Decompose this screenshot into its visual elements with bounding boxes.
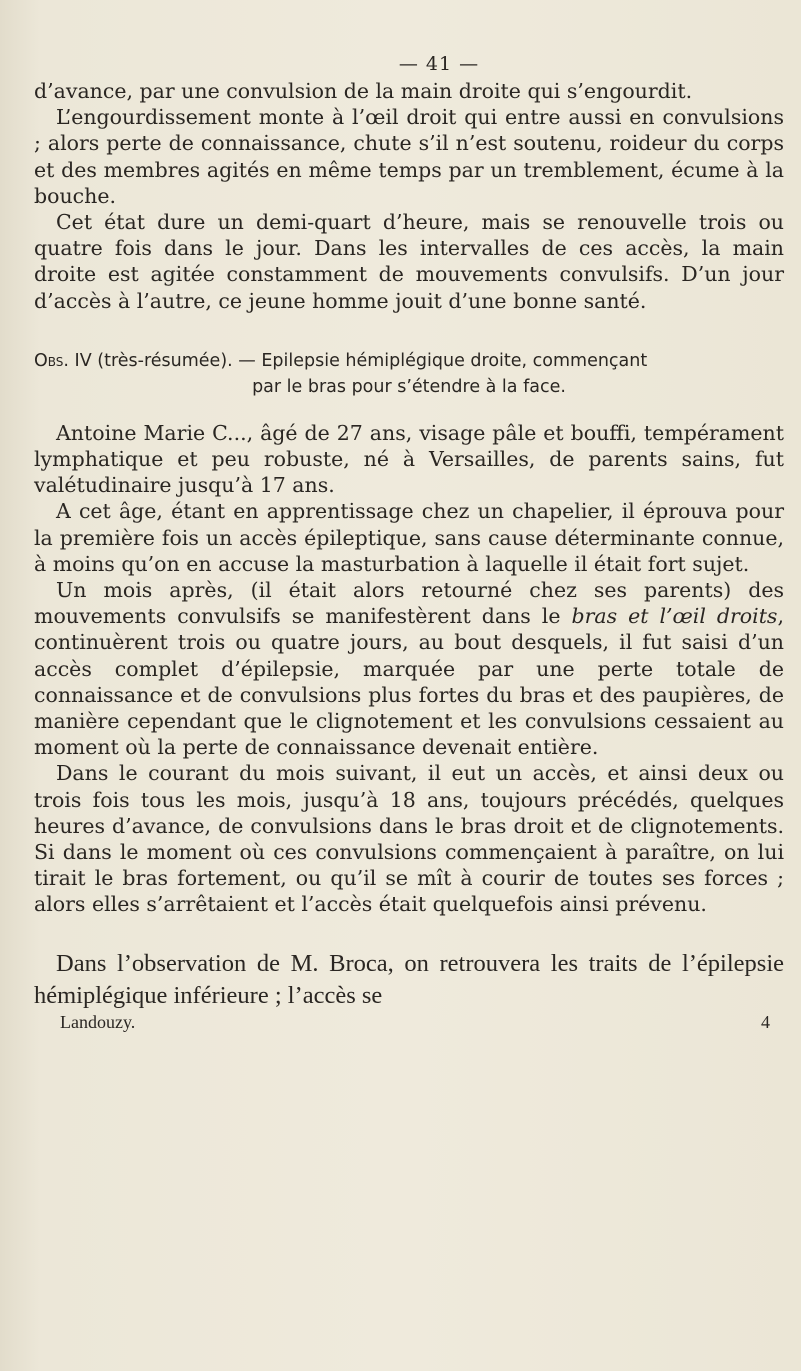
observation-heading bbox=[34, 348, 784, 400]
observation-heading-line1 bbox=[34, 348, 784, 374]
page-footer bbox=[34, 1012, 784, 1033]
paragraph-etat: Cet état dure un demi-quart d’heure, mais se renouvelle trois ou quatre fois dans le jour. Dans les intervalles de ces accès, la main droite est agitée constamment de mouvements convulsifs. D’un jour d’accès à l’autre, ce jeune homme jouit d’une bonne santé. bbox=[34, 210, 784, 313]
observation-body bbox=[34, 420, 784, 918]
paragraph-apprentissage: A cet âge, étant en apprentissage chez un chapelier, il éprouva pour la première fois un accès épileptique, sans cause déterminante connue, à moins qu’on en accuse la masturbation à laquelle il était fort sujet. bbox=[34, 499, 784, 576]
footer-author: Landouzy. bbox=[60, 1011, 136, 1032]
page-number: — 41 — bbox=[398, 53, 480, 75]
observation-heading-line2: par le bras pour s’étendre à la face. bbox=[252, 376, 566, 397]
paragraph-engourdissement: L’engourdissement monte à l’œil droit qui entre aussi en convulsions ; alors perte de connaissance, chute s’il n’est soutenu, roideur du corps et des membres agités en même temps par un tremblement, écume à la bouche. bbox=[34, 105, 784, 208]
page-content bbox=[34, 50, 784, 1033]
paragraph-un-mois bbox=[34, 577, 784, 760]
paragraph-un-mois-end: , continuèrent trois ou quatre jours, au bout desquels, il fut saisi d’un accès complet d’épilepsie, marquée par une perte totale de connaissance et de convulsions plus fortes du bras et des paupières, de manière cependant que le clignotement et les convulsions cessaient au moment où la perte de connaissance devenait entière. bbox=[34, 604, 784, 760]
paragraph-continuation: d’avance, par une convulsion de la main droite qui s’engourdit. bbox=[34, 79, 693, 103]
paragraph-un-mois-start: Un mois après, (il était alors retourné chez ses parents) des mouvements convulsifs se manifestèrent dans le bbox=[34, 578, 784, 629]
paragraph-broca: Dans l’observation de M. Broca, on retrouvera les traits de l’épilepsie hémiplégique inférieure ; l’accès se bbox=[34, 949, 784, 1009]
paragraph-courant: Dans le courant du mois suivant, il eut un accès, et ainsi deux ou trois fois tous les mois, jusqu’à 18 ans, toujours précédés, quelques heures d’avance, de convulsions dans le bras droit et de clignotements. Si dans le moment où ces convulsions commençaient à paraître, on lui tirait le bras fortement, ou qu’il se mît à courir de toutes ses forces ; alors elles s’arrêtaient et l’accès était quelquefois ainsi prévenu. bbox=[34, 761, 784, 917]
observation-title: (très-résumée). — Epilepsie hémiplégique droite, commençant bbox=[97, 350, 648, 371]
paragraph-un-mois-italic: bras et l’œil droits bbox=[571, 604, 778, 629]
footer-signature: 4 bbox=[761, 1011, 770, 1032]
observation-label: Obs. IV bbox=[34, 350, 92, 371]
paragraph-antoine: Antoine Marie C..., âgé de 27 ans, visage pâle et bouffi, tempérament lymphatique et peu robuste, né à Versailles, de parents sains, fut valétudinaire jusqu’à 17 ans. bbox=[34, 420, 784, 498]
